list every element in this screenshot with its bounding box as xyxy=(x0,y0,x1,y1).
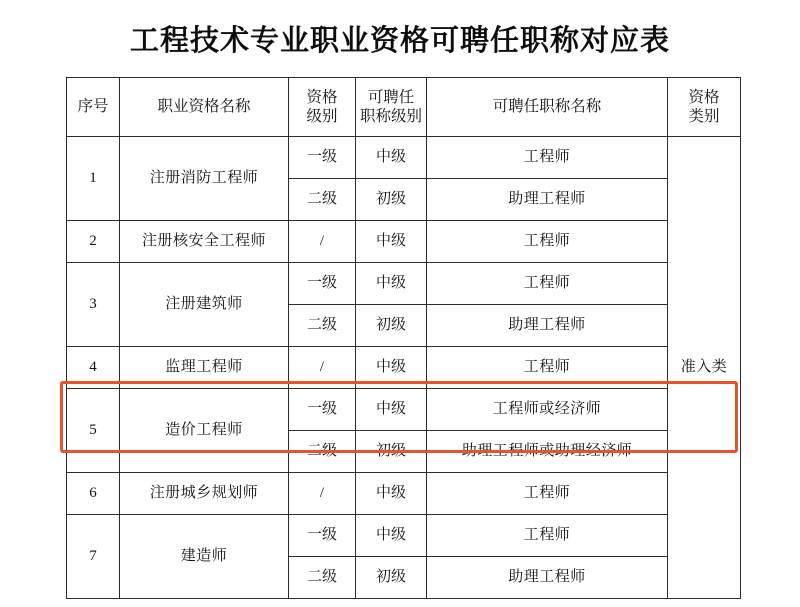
cell-title-level: 中级 xyxy=(356,221,427,263)
cell-seq: 6 xyxy=(67,473,120,515)
cell-qualification-level: 一级 xyxy=(289,515,356,557)
table-row-highlighted xyxy=(67,389,741,431)
cell-title-name: 工程师 xyxy=(427,515,668,557)
cell-seq: 2 xyxy=(67,221,120,263)
cell-title-level: 初级 xyxy=(356,557,427,599)
cell-qualification-level: / xyxy=(289,347,356,389)
qualification-title-table xyxy=(66,77,741,599)
header-category-line2: 类别 xyxy=(688,108,720,125)
cell-title-level: 中级 xyxy=(356,263,427,305)
cell-title-name: 工程师或经济师 xyxy=(427,389,668,431)
cell-title-name: 助理工程师或助理经济师 xyxy=(427,431,668,473)
cell-qualification-level: 二级 xyxy=(289,305,356,347)
header-title-level-line1: 可聘任 xyxy=(367,88,415,106)
header-qualification-level-line2: 级别 xyxy=(306,108,338,125)
header-category xyxy=(668,78,741,137)
cell-qualification-name: 注册建筑师 xyxy=(120,263,289,347)
header-title-name: 可聘任职称名称 xyxy=(427,78,668,137)
table-header xyxy=(67,78,741,137)
header-qualification-level-line1: 资格 xyxy=(306,88,338,106)
table-container xyxy=(66,77,734,599)
header-title-level xyxy=(356,78,427,137)
cell-qualification-level: / xyxy=(289,473,356,515)
cell-qualification-level: / xyxy=(289,221,356,263)
header-seq: 序号 xyxy=(67,78,120,137)
cell-qualification-level: 二级 xyxy=(289,557,356,599)
cell-qualification-level: 一级 xyxy=(289,263,356,305)
cell-qualification-name: 监理工程师 xyxy=(120,347,289,389)
table-row xyxy=(67,473,741,515)
cell-qualification-level: 二级 xyxy=(289,431,356,473)
header-qualification-name: 职业资格名称 xyxy=(120,78,289,137)
cell-category: 准入类 xyxy=(668,137,741,599)
cell-qualification-level: 二级 xyxy=(289,179,356,221)
page-title: 工程技术专业职业资格可聘任职称对应表 xyxy=(129,25,670,57)
header-category-line1: 资格 xyxy=(688,88,720,106)
cell-qualification-name: 建造师 xyxy=(120,515,289,599)
cell-qualification-name: 造价工程师 xyxy=(120,389,289,473)
cell-title-level: 初级 xyxy=(356,305,427,347)
cell-title-name: 工程师 xyxy=(427,221,668,263)
cell-title-level: 初级 xyxy=(356,179,427,221)
cell-qualification-name: 注册消防工程师 xyxy=(120,137,289,221)
cell-title-name: 助理工程师 xyxy=(427,179,668,221)
cell-title-name: 工程师 xyxy=(427,137,668,179)
cell-title-name: 助理工程师 xyxy=(427,557,668,599)
cell-seq: 7 xyxy=(67,515,120,599)
table-header-row xyxy=(67,78,741,137)
cell-qualification-name: 注册城乡规划师 xyxy=(120,473,289,515)
table-row xyxy=(67,137,741,179)
cell-seq: 3 xyxy=(67,263,120,347)
cell-title-level: 中级 xyxy=(356,515,427,557)
table-row xyxy=(67,263,741,305)
cell-title-name: 工程师 xyxy=(427,263,668,305)
cell-title-level: 初级 xyxy=(356,431,427,473)
table-row xyxy=(67,347,741,389)
cell-seq: 1 xyxy=(67,137,120,221)
cell-title-name: 工程师 xyxy=(427,473,668,515)
cell-title-level: 中级 xyxy=(356,347,427,389)
cell-seq: 4 xyxy=(67,347,120,389)
table-row xyxy=(67,221,741,263)
cell-title-name: 工程师 xyxy=(427,347,668,389)
cell-title-level: 中级 xyxy=(356,473,427,515)
cell-title-level: 中级 xyxy=(356,389,427,431)
cell-title-name: 助理工程师 xyxy=(427,305,668,347)
cell-qualification-name: 注册核安全工程师 xyxy=(120,221,289,263)
table-row xyxy=(67,515,741,557)
cell-qualification-level: 一级 xyxy=(289,389,356,431)
cell-title-level: 中级 xyxy=(356,137,427,179)
header-title-level-line2: 职称级别 xyxy=(359,108,422,125)
cell-qualification-level: 一级 xyxy=(289,137,356,179)
header-qualification-level xyxy=(289,78,356,137)
cell-seq: 5 xyxy=(67,389,120,473)
table-body xyxy=(67,137,741,599)
